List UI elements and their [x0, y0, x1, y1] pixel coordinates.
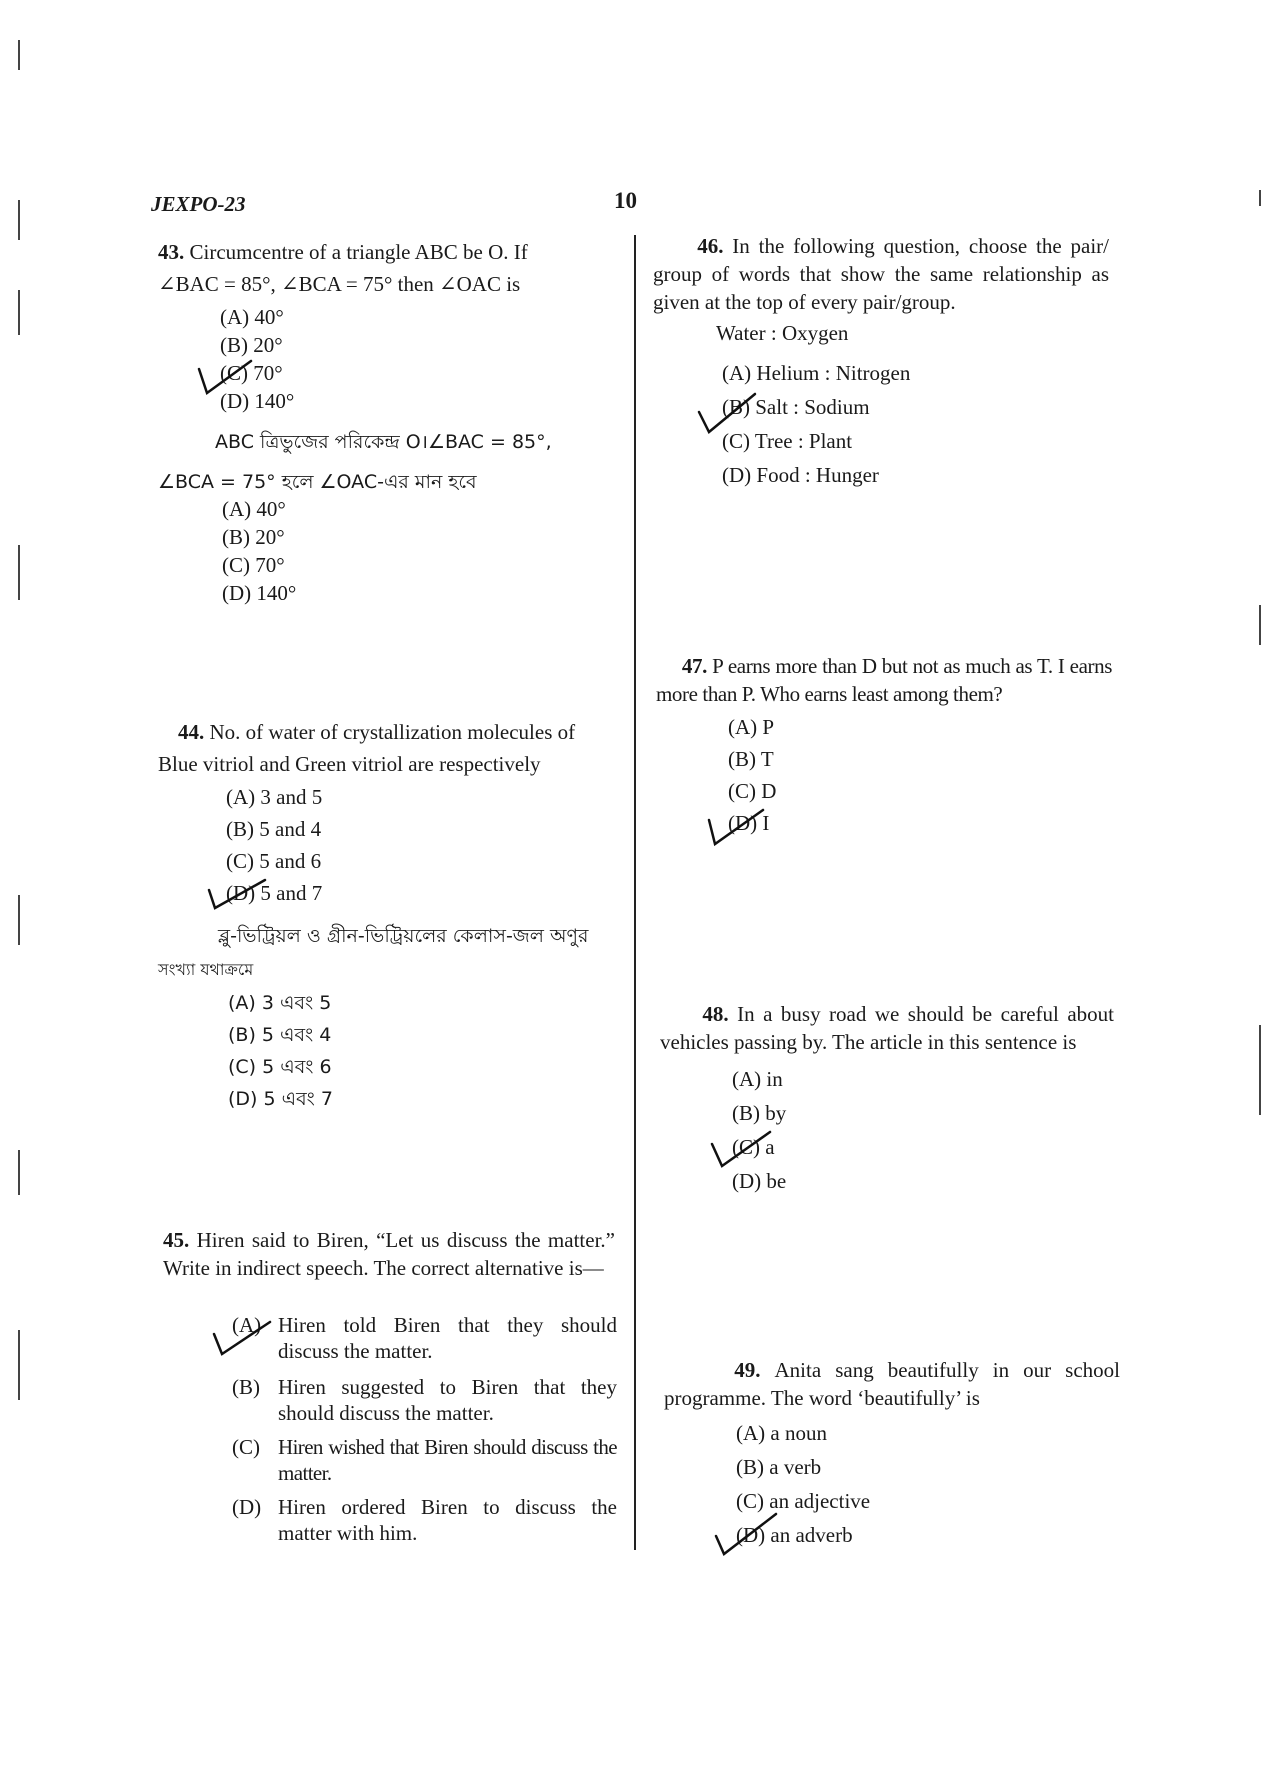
option-d-bengali[interactable]: (D) 5 এবং 7	[228, 1088, 333, 1110]
question-44	[178, 718, 618, 746]
option-b[interactable]: (B) 5 and 4	[226, 817, 322, 841]
option-label: (B)	[232, 1375, 260, 1399]
option-c-bengali[interactable]: (C) 5 এবং 6	[228, 1056, 332, 1078]
option-label: (C)	[232, 1435, 260, 1459]
option-d[interactable]: (D) be	[732, 1169, 787, 1193]
scan-mark	[18, 290, 20, 335]
option-c[interactable]	[232, 1434, 617, 1486]
option-b[interactable]: (B) Salt : Sodium	[722, 395, 870, 419]
option-d[interactable]: (D) 140°	[220, 389, 295, 413]
scan-mark	[18, 40, 20, 70]
option-d[interactable]: (D) I	[728, 811, 770, 835]
scan-mark	[18, 895, 20, 945]
option-c[interactable]: (C) D	[728, 779, 777, 803]
option-b[interactable]: (B) T	[728, 747, 774, 771]
question-48	[660, 1000, 1114, 1056]
question-stem: Circumcentre of a triangle ABC be O. If	[189, 240, 528, 264]
option-c[interactable]: (C) 70°	[220, 361, 283, 385]
option-c[interactable]: (C) a	[732, 1135, 775, 1159]
question-stem: Hiren said to Biren, “Let us discuss the matter.” Write in indirect speech. The correct alternative is—	[163, 1228, 615, 1280]
exam-code: JEXPO-23	[151, 192, 246, 216]
option-text: Hiren told Biren that they should discuss the matter.	[278, 1313, 617, 1363]
question-stem: Anita sang beautifully in our school programme. The word ‘beautifully’ is	[664, 1358, 1121, 1410]
option-b-bengali[interactable]: (B) 5 এবং 4	[228, 1024, 332, 1046]
question-number: 43.	[158, 240, 185, 264]
option-d[interactable]: (D) an adverb	[736, 1523, 853, 1547]
option-b[interactable]: (B) a verb	[736, 1455, 822, 1479]
option-d[interactable]: (D) Food : Hunger	[722, 463, 879, 487]
question-43-stem-line2: ∠BAC = 85°, ∠BCA = 75° then ∠OAC is	[158, 272, 521, 296]
given-pair: Water : Oxygen	[716, 321, 849, 345]
question-45	[163, 1226, 615, 1282]
option-text: Hiren ordered Biren to discuss the matter with him.	[278, 1495, 617, 1545]
question-stem: In a busy road we should be careful about vehicles passing by. The article in this sentence is	[660, 1002, 1114, 1054]
question-46	[653, 232, 1109, 316]
scan-mark	[1259, 190, 1261, 206]
option-text: Hiren suggested to Biren that they should discuss the matter.	[278, 1375, 617, 1425]
question-number: 49.	[734, 1358, 761, 1382]
question-43-bengali-line2: ∠BCA = 75° হলে ∠OAC-এর মান হবে	[158, 471, 477, 493]
option-d-bengali[interactable]: (D) 140°	[222, 581, 297, 605]
option-c-bengali[interactable]: (C) 70°	[222, 553, 285, 577]
column-divider	[634, 235, 636, 1550]
option-a[interactable]: (A) P	[728, 715, 775, 739]
question-44-stem-line2: Blue vitriol and Green vitriol are respectively	[158, 752, 541, 776]
option-a[interactable]: (A) in	[732, 1067, 783, 1091]
scan-mark	[1259, 605, 1261, 645]
option-text: Hiren wished that Biren should discuss the matter.	[278, 1435, 617, 1485]
option-a-bengali[interactable]: (A) 3 এবং 5	[228, 992, 332, 1014]
option-b[interactable]	[232, 1374, 617, 1426]
option-b[interactable]: (B) by	[732, 1101, 787, 1125]
option-b[interactable]: (B) 20°	[220, 333, 283, 357]
question-47	[656, 652, 1112, 708]
option-c[interactable]: (C) 5 and 6	[226, 849, 322, 873]
option-a[interactable]: (A) a noun	[736, 1421, 827, 1445]
question-49	[664, 1356, 1120, 1412]
question-stem: No. of water of crystallization molecules of	[209, 720, 576, 744]
scan-mark	[1259, 1025, 1261, 1115]
scan-mark	[18, 1330, 20, 1400]
question-stem: In the following question, choose the pair/ group of words that show the same relationship as given at the top of every pair/group.	[653, 234, 1110, 314]
option-label: (A)	[232, 1313, 262, 1337]
scan-mark	[18, 545, 20, 600]
option-a[interactable]: (A) 3 and 5	[226, 785, 323, 809]
scan-mark	[18, 1150, 20, 1195]
question-43-bengali-line1: ABC ত্রিভুজের পরিকেন্দ্র O।∠BAC = 85°,	[215, 431, 552, 453]
question-number: 48.	[702, 1002, 729, 1026]
option-c[interactable]: (C) Tree : Plant	[722, 429, 853, 453]
option-d[interactable]	[232, 1494, 617, 1546]
option-b-bengali[interactable]: (B) 20°	[222, 525, 285, 549]
option-label: (D)	[232, 1495, 262, 1519]
option-a-bengali[interactable]: (A) 40°	[222, 497, 286, 521]
question-number: 44.	[178, 720, 205, 744]
question-44-bengali-line1: ব্লু-ভিট্রিয়ল ও গ্রীন-ভিট্রিয়লের কেলাস-জল অণুর	[218, 925, 589, 947]
page-number: 10	[614, 188, 637, 213]
scan-mark	[18, 200, 20, 240]
option-a[interactable]: (A) 40°	[220, 305, 284, 329]
question-stem: P earns more than D but not as much as T. I earns more than P. Who earns least among them?	[656, 654, 1112, 706]
option-c[interactable]: (C) an adjective	[736, 1489, 871, 1513]
option-d[interactable]: (D) 5 and 7	[226, 881, 323, 905]
question-43	[158, 238, 608, 266]
question-number: 45.	[163, 1228, 190, 1252]
question-number: 46.	[697, 234, 724, 258]
option-a[interactable]: (A) Helium : Nitrogen	[722, 361, 911, 385]
question-number: 47.	[681, 654, 707, 678]
question-44-bengali-line2: সংখ্যা যথাক্রমে	[158, 960, 254, 979]
option-a[interactable]	[232, 1312, 617, 1364]
